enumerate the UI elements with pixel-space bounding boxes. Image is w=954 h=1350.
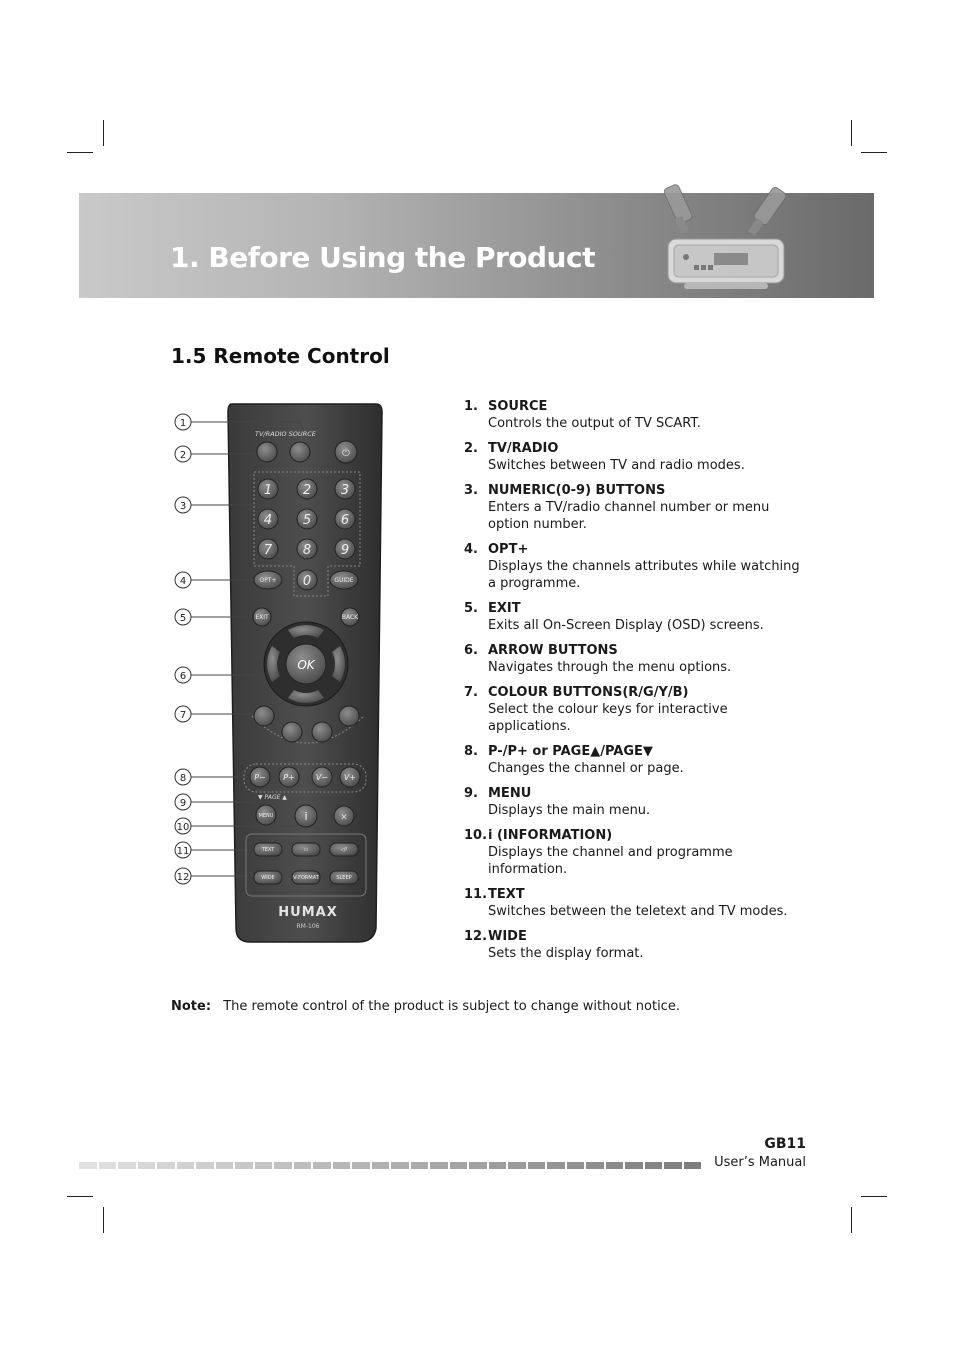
svg-text:7: 7 [179,710,187,721]
svg-text:2: 2 [179,450,187,461]
svg-text:5: 5 [302,513,312,528]
footer-bar-segment [625,1162,643,1169]
item-description: Navigates through the menu options. [488,660,732,675]
item-name: EXIT [488,601,521,616]
item-number: 6. [464,643,478,658]
svg-text:◁?: ◁? [340,847,348,853]
footer-bar-segment [118,1162,136,1169]
footer-bar-segment [138,1162,156,1169]
footer-bar-segment [645,1162,663,1169]
list-item [464,482,804,533]
svg-text:9: 9 [340,543,350,558]
svg-text:5: 5 [179,613,187,624]
footer-bar-segment [216,1162,234,1169]
item-name: i (INFORMATION) [488,828,613,843]
footer-bar-segment [177,1162,195,1169]
item-number: 3. [464,483,478,498]
footer-bar-segment [547,1162,565,1169]
footer-bar-segment [255,1162,273,1169]
item-description: Displays the channel and programme information. [488,845,733,877]
footer-bar-segment [235,1162,253,1169]
item-description: Displays the main menu. [488,803,651,818]
crop-mark [67,152,93,153]
footer-bar-segment [352,1162,370,1169]
svg-text:1: 1 [179,418,187,429]
note [171,999,680,1014]
manual-label: User’s Manual [714,1155,806,1170]
remote-control-illustration [168,398,390,950]
chapter-banner [79,193,874,298]
list-item [464,827,804,878]
footer-bar-segment [157,1162,175,1169]
footer-bar-segment [450,1162,468,1169]
svg-text:6: 6 [179,671,187,682]
remote-button-list [464,398,804,970]
item-description: Switches between the teletext and TV modes. [488,904,788,919]
svg-text:MENU: MENU [258,813,274,819]
item-number: 1. [464,399,478,414]
svg-text:BACK: BACK [341,614,359,621]
footer-bar-segment [196,1162,214,1169]
svg-text:10: 10 [176,822,190,833]
svg-text:V+: V+ [343,773,357,782]
crop-mark [861,152,887,153]
item-number: 8. [464,744,478,759]
item-number: 2. [464,441,478,456]
footer-bar-segment [469,1162,487,1169]
footer-bar-segment [664,1162,682,1169]
item-name: OPT+ [488,542,529,557]
svg-text:12: 12 [176,872,190,883]
list-item [464,440,804,474]
item-name: P-/P+ or PAGE▲/PAGE▼ [488,744,653,759]
svg-text:0: 0 [302,574,312,589]
list-item [464,684,804,735]
footer-bar-segment [274,1162,292,1169]
svg-text:EXIT: EXIT [255,614,269,621]
crop-mark [851,120,852,146]
item-description: Changes the channel or page. [488,761,684,776]
footer-bar-segment [313,1162,331,1169]
list-item [464,928,804,962]
item-description: Sets the display format. [488,946,644,961]
crop-mark [851,1207,852,1233]
svg-text:7: 7 [263,543,273,558]
svg-text:2: 2 [302,483,312,498]
svg-text:6: 6 [340,513,350,528]
svg-text:TV/RADIO SOURCE: TV/RADIO SOURCE [255,430,316,438]
crop-mark [103,120,104,146]
svg-text:⏻: ⏻ [342,448,350,459]
footer-bar-segment [489,1162,507,1169]
crop-mark [103,1207,104,1233]
svg-text:4: 4 [263,513,273,528]
item-name: SOURCE [488,399,548,414]
item-number: 4. [464,542,478,557]
footer-bar-segment [606,1162,624,1169]
item-number: 11. [464,887,488,902]
footer-bar-segment [391,1162,409,1169]
svg-text:8: 8 [302,543,312,558]
footer-bar-segment [333,1162,351,1169]
footer-bar [79,1162,701,1169]
item-number: 5. [464,601,478,616]
crop-mark [861,1196,887,1197]
footer-bar-segment [567,1162,585,1169]
list-item [464,785,804,819]
item-description: Exits all On-Screen Display (OSD) screens. [488,618,764,633]
footer-bar-segment [79,1162,97,1169]
svg-text:8: 8 [179,773,187,784]
note-label: Note: [171,999,212,1014]
list-item [464,541,804,592]
footer-bar-segment [684,1162,702,1169]
item-description: Displays the channels attributes while watching a programme. [488,559,800,591]
list-item [464,743,804,777]
svg-text:V−: V− [315,773,329,782]
svg-text:RM-106: RM-106 [296,923,320,930]
svg-text:SLEEP: SLEEP [336,875,352,881]
svg-text:▭: ▭ [303,847,309,853]
footer-bar-segment [528,1162,546,1169]
section-title: 1.5 Remote Control [171,344,390,368]
item-description: Enters a TV/radio channel number or menu option number. [488,500,770,532]
svg-text:9: 9 [179,798,187,809]
svg-text:V-FORMAT: V-FORMAT [293,875,319,881]
footer-bar-segment [508,1162,526,1169]
svg-text:4: 4 [179,576,187,587]
footer-bar-segment [372,1162,390,1169]
list-item [464,398,804,432]
svg-text:▼ PAGE ▲: ▼ PAGE ▲ [258,794,287,801]
svg-text:OPT+: OPT+ [259,577,277,584]
svg-text:HUMAX: HUMAX [278,905,338,920]
svg-text:3: 3 [179,501,187,512]
item-name: TEXT [488,887,525,902]
item-number: 7. [464,685,478,700]
item-description: Controls the output of TV SCART. [488,416,701,431]
svg-text:OK: OK [297,658,315,672]
svg-text:GUIDE: GUIDE [334,577,354,584]
item-name: NUMERIC(0-9) BUTTONS [488,483,666,498]
item-name: WIDE [488,929,527,944]
svg-text:3: 3 [340,483,350,498]
item-description: Select the colour keys for interactive applications. [488,702,728,734]
item-number: 9. [464,786,478,801]
svg-text:WIDE: WIDE [261,875,275,881]
footer-bar-segment [586,1162,604,1169]
list-item [464,886,804,920]
chapter-title: 1. Before Using the Product [170,241,595,274]
svg-text:P+: P+ [283,773,295,782]
page-number: GB11 [764,1136,806,1152]
svg-text:P−: P− [254,773,266,782]
list-item [464,600,804,634]
list-item [464,642,804,676]
svg-text:1: 1 [263,483,273,498]
item-name: MENU [488,786,532,801]
item-number: 10. [464,828,488,843]
svg-text:TEXT: TEXT [261,847,275,853]
svg-text:✕: ✕ [340,813,348,823]
crop-mark [67,1196,93,1197]
footer-bar-segment [411,1162,429,1169]
item-name: TV/RADIO [488,441,559,456]
svg-text:i: i [304,810,308,823]
item-name: ARROW BUTTONS [488,643,618,658]
footer-bar-segment [99,1162,117,1169]
item-number: 12. [464,929,488,944]
item-description: Switches between TV and radio modes. [488,458,745,473]
note-text: The remote control of the product is subject to change without notice. [223,999,680,1014]
footer-bar-segment [294,1162,312,1169]
set-top-box-illustration [664,175,794,299]
svg-text:11: 11 [176,846,190,857]
item-name: COLOUR BUTTONS(R/G/Y/B) [488,685,689,700]
footer-bar-segment [430,1162,448,1169]
